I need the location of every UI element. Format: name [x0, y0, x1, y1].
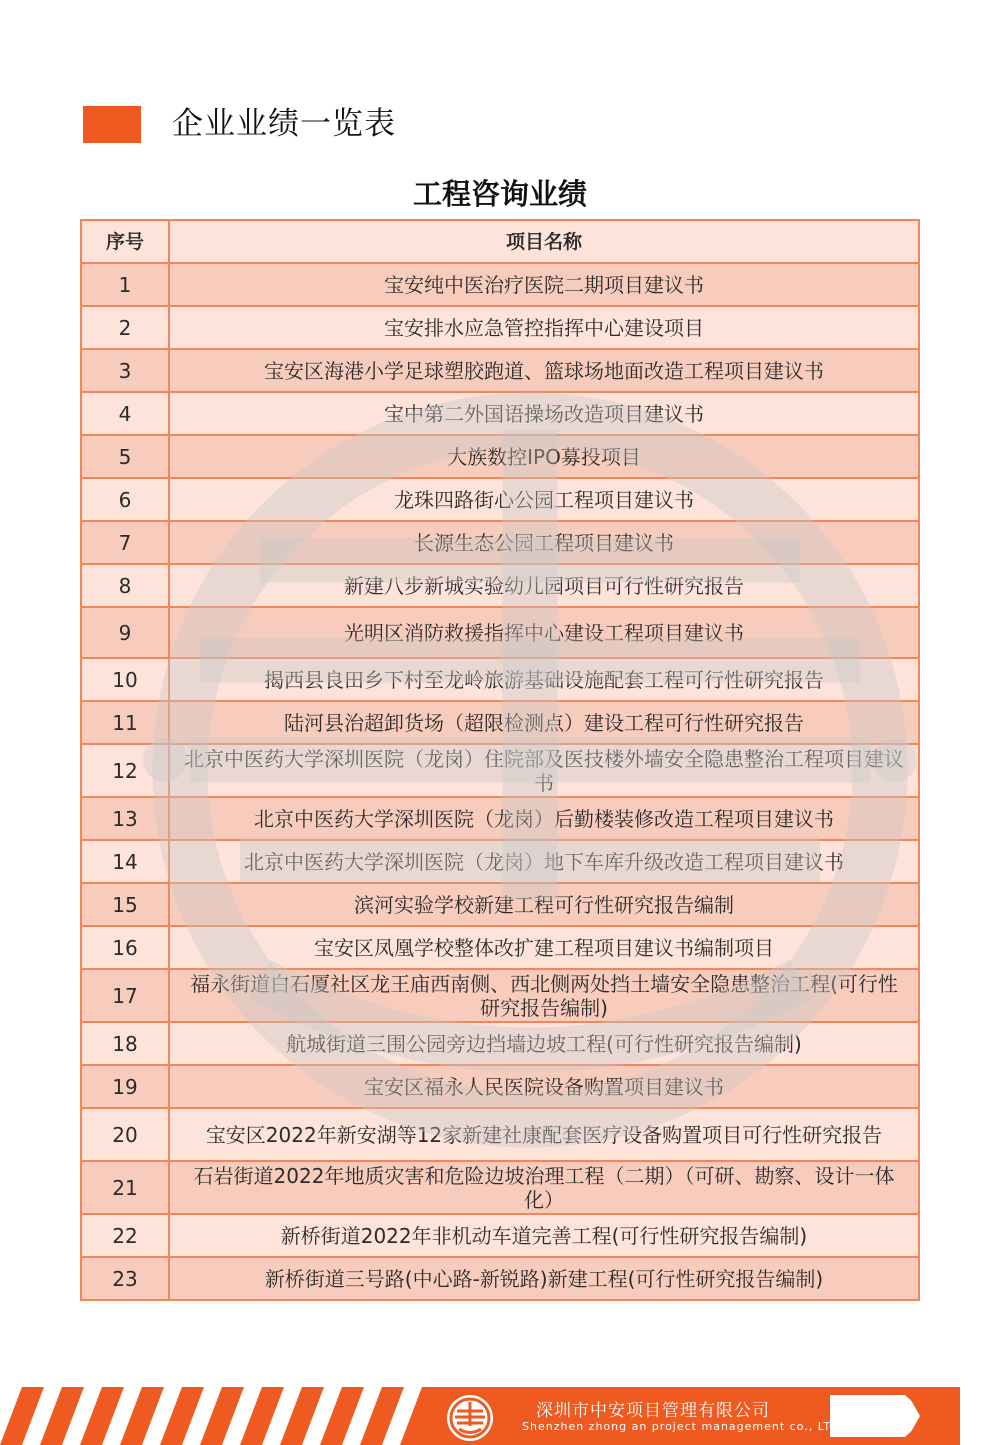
table-row: [81, 883, 919, 926]
table-row: [81, 564, 919, 607]
table-row: [81, 969, 919, 1022]
row-number: 23: [81, 1257, 169, 1300]
row-project-name: 长源生态公园工程项目建议书: [169, 521, 919, 564]
row-project-name: 新桥街道三号路(中心路-新锐路)新建工程(可行性研究报告编制): [169, 1257, 919, 1300]
section-title: 企业业绩一览表: [172, 106, 396, 142]
row-project-name: 宝安排水应急管控指挥中心建设项目: [169, 306, 919, 349]
table-row: [81, 840, 919, 883]
row-project-name: 宝安区2022年新安湖等12家新建社康配套医疗设备购置项目可行性研究报告: [169, 1108, 919, 1161]
row-number: 10: [81, 658, 169, 701]
row-number: 16: [81, 926, 169, 969]
table-row: [81, 435, 919, 478]
table-row: [81, 1022, 919, 1065]
row-number: 1: [81, 263, 169, 306]
table-row: [81, 263, 919, 306]
table-row: [81, 926, 919, 969]
row-number: 19: [81, 1065, 169, 1108]
table-row: [81, 1214, 919, 1257]
row-number: 14: [81, 840, 169, 883]
row-project-name: 宝安纯中医治疗医院二期项目建议书: [169, 263, 919, 306]
table-row: [81, 392, 919, 435]
row-project-name: 滨河实验学校新建工程可行性研究报告编制: [169, 883, 919, 926]
row-number: 21: [81, 1161, 169, 1214]
row-project-name: 陆河县治超卸货场（超限检测点）建设工程可行性研究报告: [169, 701, 919, 744]
table-header-row: [81, 220, 919, 263]
row-number: 3: [81, 349, 169, 392]
row-number: 2: [81, 306, 169, 349]
row-project-name: 宝安区福永人民医院设备购置项目建议书: [169, 1065, 919, 1108]
row-project-name: 宝安区海港小学足球塑胶跑道、篮球场地面改造工程项目建议书: [169, 349, 919, 392]
table-row: [81, 658, 919, 701]
row-project-name: 北京中医药大学深圳医院（龙岗）地下车库升级改造工程项目建议书: [169, 840, 919, 883]
footer-company-name: 深圳市中安项目管理有限公司: [536, 1401, 770, 1421]
row-number: 6: [81, 478, 169, 521]
row-project-name: 福永街道白石厦社区龙王庙西南侧、西北侧两处挡土墙安全隐患整治工程(可行性研究报告编制): [169, 969, 919, 1022]
row-project-name: 宝安区凤凰学校整体改扩建工程项目建议书编制项目: [169, 926, 919, 969]
row-number: 4: [81, 392, 169, 435]
row-number: 17: [81, 969, 169, 1022]
table-row: [81, 306, 919, 349]
column-header-number: 序号: [81, 220, 169, 263]
table-row: [81, 1161, 919, 1214]
table-row: [81, 1065, 919, 1108]
row-number: 22: [81, 1214, 169, 1257]
row-project-name: 石岩街道2022年地质灾害和危险边坡治理工程（二期）（可研、勘察、设计一体化）: [169, 1161, 919, 1214]
row-project-name: 航城街道三围公园旁边挡墙边坡工程(可行性研究报告编制): [169, 1022, 919, 1065]
row-project-name: 新桥街道2022年非机动车道完善工程(可行性研究报告编制): [169, 1214, 919, 1257]
row-number: 7: [81, 521, 169, 564]
row-number: 9: [81, 607, 169, 658]
performance-table: [80, 219, 920, 1301]
column-header-project-name: 项目名称: [169, 220, 919, 263]
table-row: [81, 1257, 919, 1300]
row-number: 5: [81, 435, 169, 478]
table-row: [81, 744, 919, 797]
table-row: [81, 349, 919, 392]
row-number: 13: [81, 797, 169, 840]
table-row: [81, 607, 919, 658]
row-number: 12: [81, 744, 169, 797]
row-project-name: 揭西县良田乡下村至龙岭旅游基础设施配套工程可行性研究报告: [169, 658, 919, 701]
footer-company-name-en: Shenzhen zhong an project management co., LTD: [522, 1420, 841, 1433]
row-project-name: 北京中医药大学深圳医院（龙岗）住院部及医技楼外墙安全隐患整治工程项目建议书: [169, 744, 919, 797]
table-body: [81, 263, 919, 1300]
row-project-name: 宝中第二外国语操场改造项目建议书: [169, 392, 919, 435]
row-number: 18: [81, 1022, 169, 1065]
row-number: 20: [81, 1108, 169, 1161]
table-title: 工程咨询业绩: [412, 177, 587, 211]
row-project-name: 新建八步新城实验幼儿园项目可行性研究报告: [169, 564, 919, 607]
row-number: 11: [81, 701, 169, 744]
table-row: [81, 478, 919, 521]
table-row: [81, 701, 919, 744]
row-number: 8: [81, 564, 169, 607]
row-project-name: 北京中医药大学深圳医院（龙岗）后勤楼装修改造工程项目建议书: [169, 797, 919, 840]
header-accent-bar: [83, 106, 141, 143]
table-row: [81, 797, 919, 840]
table-row: [81, 1108, 919, 1161]
row-number: 15: [81, 883, 169, 926]
footer-band: [0, 1387, 1000, 1445]
table-row: [81, 521, 919, 564]
row-project-name: 龙珠四路街心公园工程项目建议书: [169, 478, 919, 521]
row-project-name: 光明区消防救援指挥中心建设工程项目建议书: [169, 607, 919, 658]
company-logo-icon: [444, 1392, 496, 1444]
row-project-name: 大族数控IPO募投项目: [169, 435, 919, 478]
